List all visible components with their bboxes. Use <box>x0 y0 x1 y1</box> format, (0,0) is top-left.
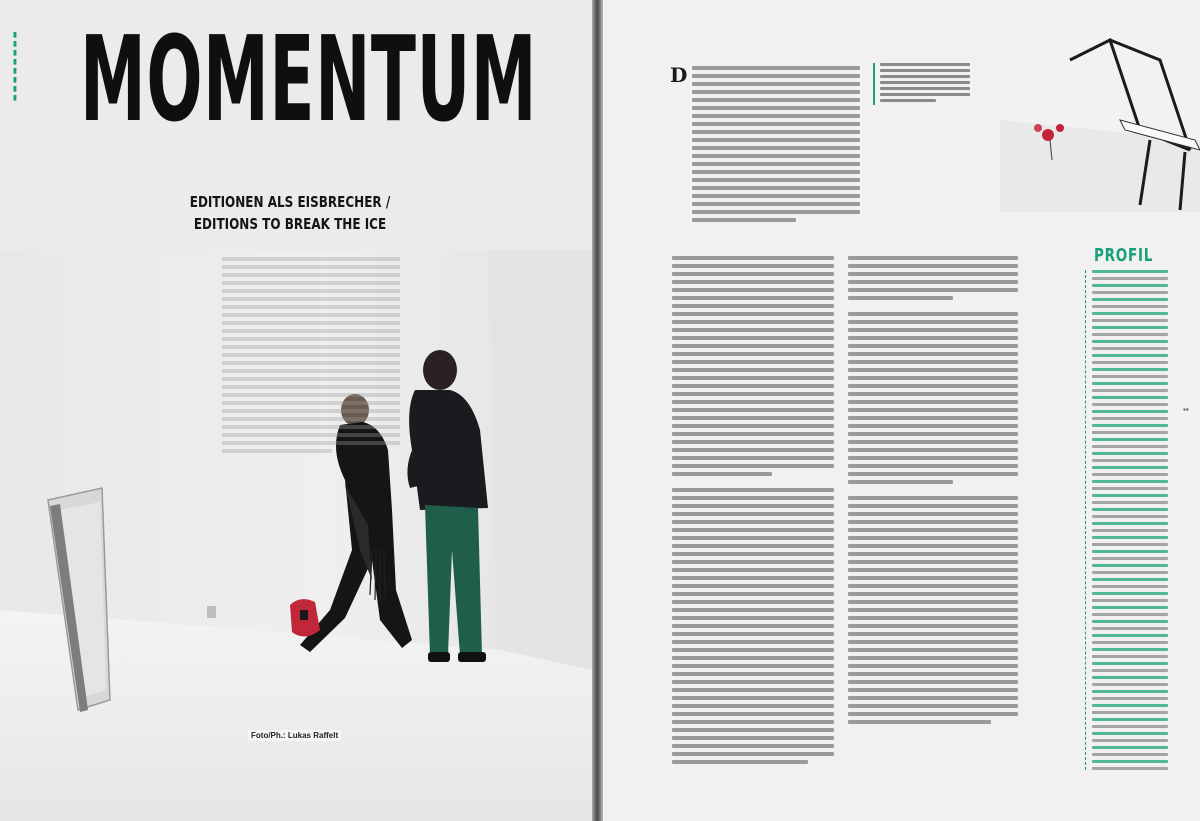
chair-photograph <box>1000 0 1200 212</box>
spread-gutter <box>592 0 603 821</box>
section-label-vertical: ▮▮▮▮▮▮▮▮ <box>12 30 19 102</box>
page-folio-right: ▪▪ <box>1183 405 1189 414</box>
body-column-1 <box>672 256 834 768</box>
article-headline: MOMENTUM <box>80 10 538 148</box>
intro-column <box>692 66 860 226</box>
image-caption-note <box>873 63 970 105</box>
subhead-line-de: EDITIONEN ALS EISBRECHER / <box>189 193 391 211</box>
left-page <box>0 0 592 821</box>
photo-credit: Foto/Ph.: Lukas Raffelt <box>248 730 341 741</box>
article-subhead <box>150 191 430 235</box>
subhead-line-en: EDITIONS TO BREAK THE ICE <box>193 215 387 233</box>
body-column-2 <box>848 256 1018 728</box>
sidebar-title: PROFIL <box>1094 245 1154 266</box>
drop-cap: D <box>670 63 688 87</box>
profile-sidebar <box>1085 270 1168 770</box>
left-page-column-overlay <box>222 257 400 457</box>
